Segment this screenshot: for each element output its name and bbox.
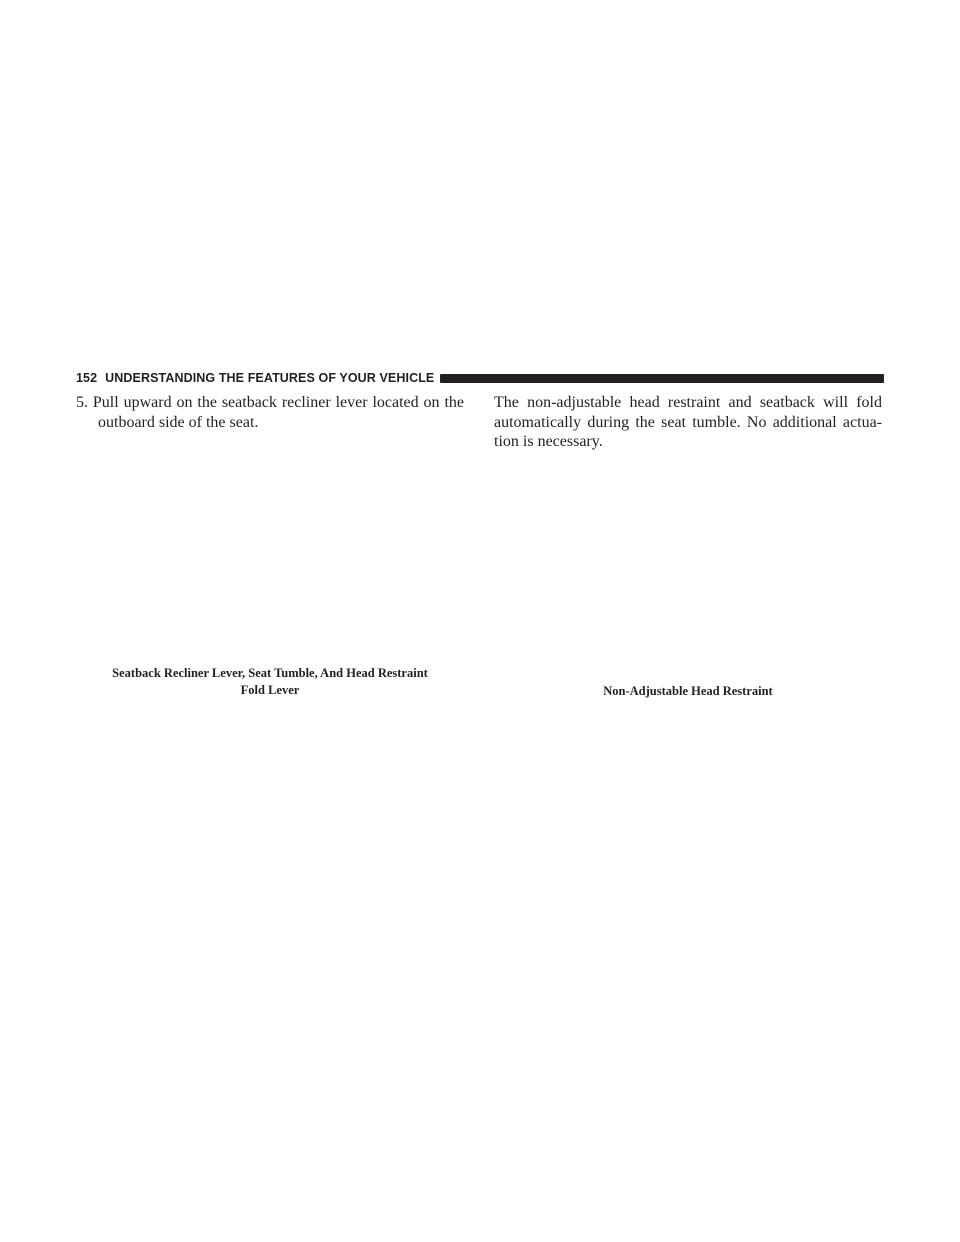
head-restraint-paragraph: The non-adjustable head restraint and seatback will fold automatically during the seat tumble. No additional actua-tion is necessary. — [494, 394, 882, 450]
page-number: 152 — [76, 371, 98, 385]
step-5-text: 5. Pull upward on the seatback recliner lever located on the outboard side of the seat. — [76, 394, 464, 431]
figure-non-adjustable-head-restraint — [494, 462, 882, 677]
page-header — [76, 370, 884, 386]
caption-line-2: Fold Lever — [240, 683, 300, 697]
header-rule — [440, 374, 884, 383]
figure-seatback-recliner-lever — [76, 462, 464, 657]
figure-caption-non-adjustable-head-restraint: Non-Adjustable Head Restraint — [603, 684, 773, 698]
left-column — [76, 393, 464, 432]
caption-line-1: Seatback Recliner Lever, Seat Tumble, And Head Restraint — [112, 666, 428, 680]
right-column — [494, 393, 882, 452]
figure-caption-seatback-recliner-lever — [76, 665, 464, 699]
section-title: UNDERSTANDING THE FEATURES OF YOUR VEHICLE — [105, 371, 435, 385]
